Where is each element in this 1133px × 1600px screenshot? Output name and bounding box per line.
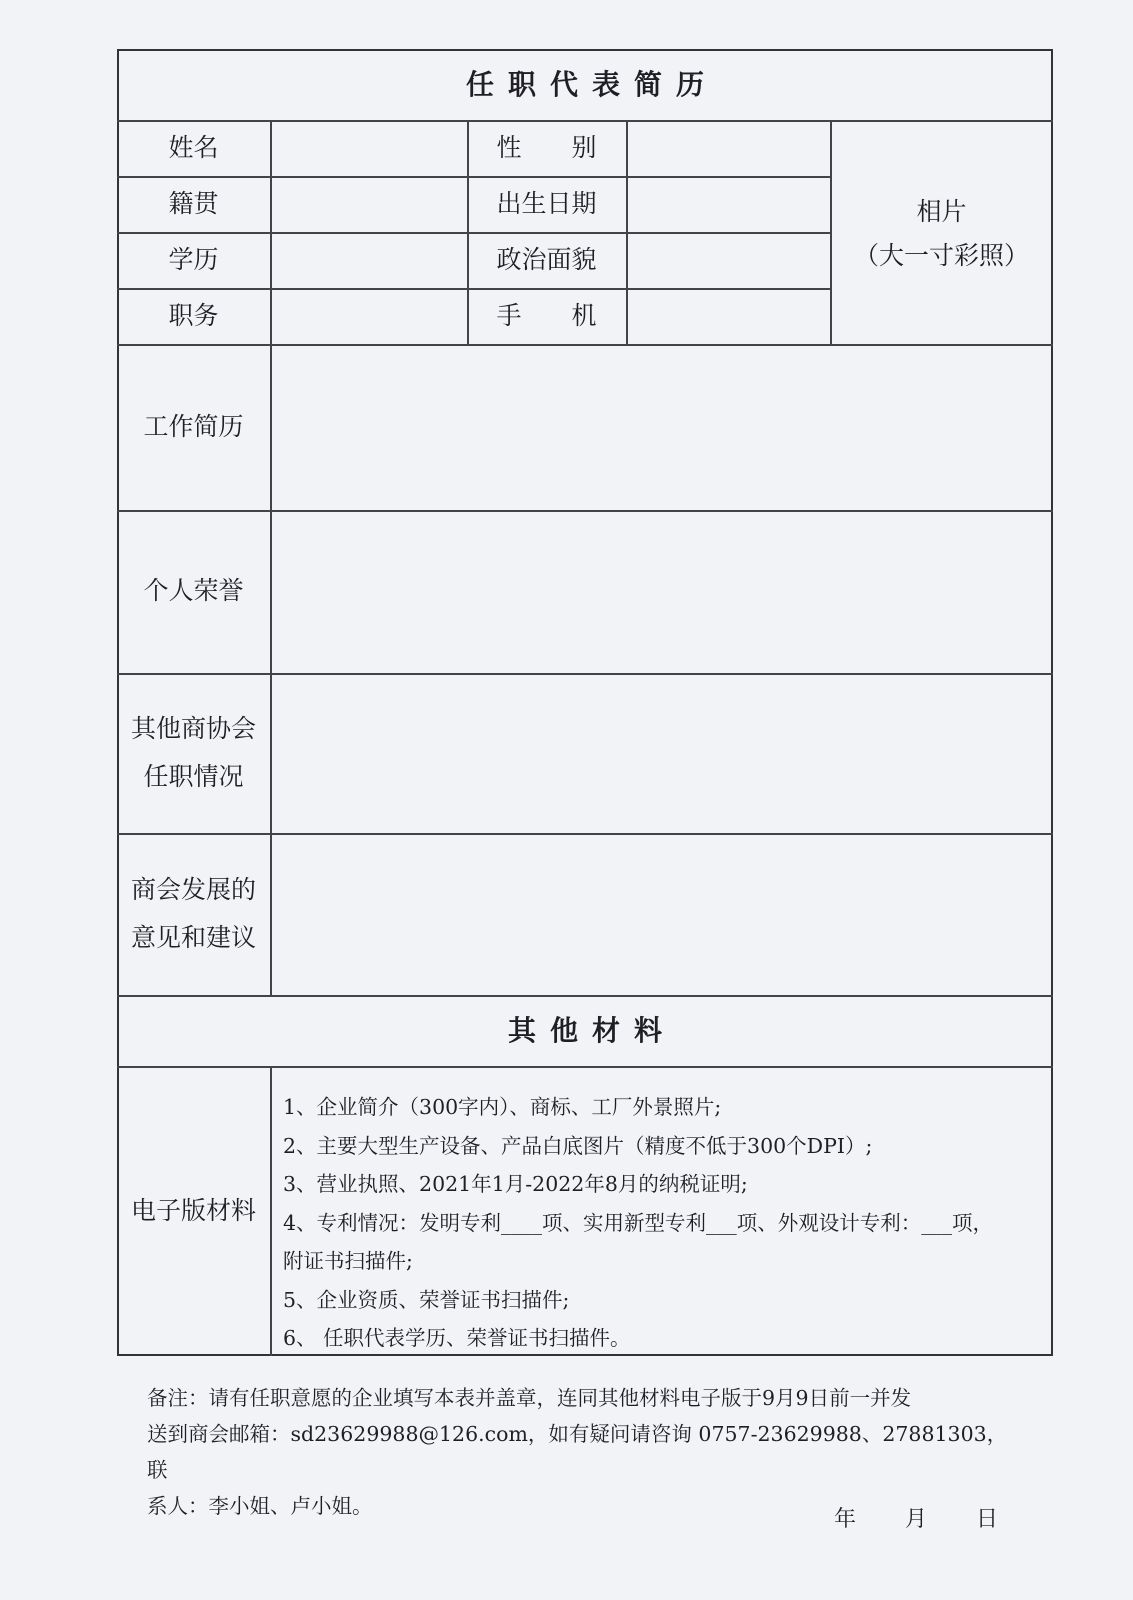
photo-note: （大一寸彩照） [853,241,1029,270]
label-mobile: 手 机 [496,300,597,330]
label-suggestions: 商会发展的 意见和建议 [130,875,256,952]
label-birth-date: 出生日期 [496,188,597,218]
native-place-field[interactable] [272,178,466,231]
mobile-field[interactable] [628,290,829,343]
education-field[interactable] [272,234,466,287]
label-political-status: 政治面貌 [496,244,597,274]
form-title: 任职代表简历 [465,67,718,101]
photo-label: 相片 [916,197,967,226]
date-line: 年 月 日 [834,1507,1002,1532]
suggestions-field[interactable] [272,835,1052,994]
label-other-associations: 其他商协会 任职情况 [130,714,256,791]
other-associations-field[interactable] [272,675,1052,832]
label-name: 姓名 [168,132,219,162]
list-item: 1、企业简介（300字内）、商标、工厂外景照片; [283,1095,722,1119]
footnote-line: 送到商会邮箱：sd23629988@126.com，如有疑问请咨询 0757-23629988、27881303，联 [147,1422,1008,1482]
label-personal-honors: 个人荣誉 [143,576,244,606]
position-field[interactable] [272,290,466,343]
political-status-field[interactable] [628,234,829,287]
list-item: 2、主要大型生产设备、产品白底图片（精度不低于300个DPI）; [283,1133,873,1158]
label-work-experience: 工作简历 [143,411,244,441]
list-item: 4、专利情况：发明专利____项、实用新型专利___项、外观设计专利：___项， [283,1210,994,1235]
list-item: 附证书扫描件; [283,1249,413,1273]
list-item: 6、 任职代表学历、荣誉证书扫描件。 [283,1326,631,1350]
label-native-place: 籍贯 [168,188,219,218]
gender-field[interactable] [628,122,829,175]
photo-box[interactable] [830,120,1053,344]
list-item: 3、营业执照、2021年1月-2022年8月的纳税证明; [283,1172,748,1196]
materials-list [283,1088,1043,1358]
label-gender: 性 别 [496,132,597,162]
personal-honors-field[interactable] [272,512,1052,672]
label-electronic-materials: 电子版材料 [130,1195,256,1225]
label-education: 学历 [168,244,219,274]
birth-date-field[interactable] [628,178,829,231]
label-position: 职务 [168,300,219,330]
list-item: 5、企业资质、荣誉证书扫描件; [283,1287,570,1312]
name-field[interactable] [272,122,466,175]
footnote-line: 系人：李小姐、卢小姐。 [147,1494,373,1518]
footnote-line: 备注：请有任职意愿的企业填写本表并盖章，连同其他材料电子版于9月9日前一并发 [147,1386,912,1410]
materials-title: 其他材料 [507,1013,676,1047]
work-experience-field[interactable] [272,346,1052,509]
